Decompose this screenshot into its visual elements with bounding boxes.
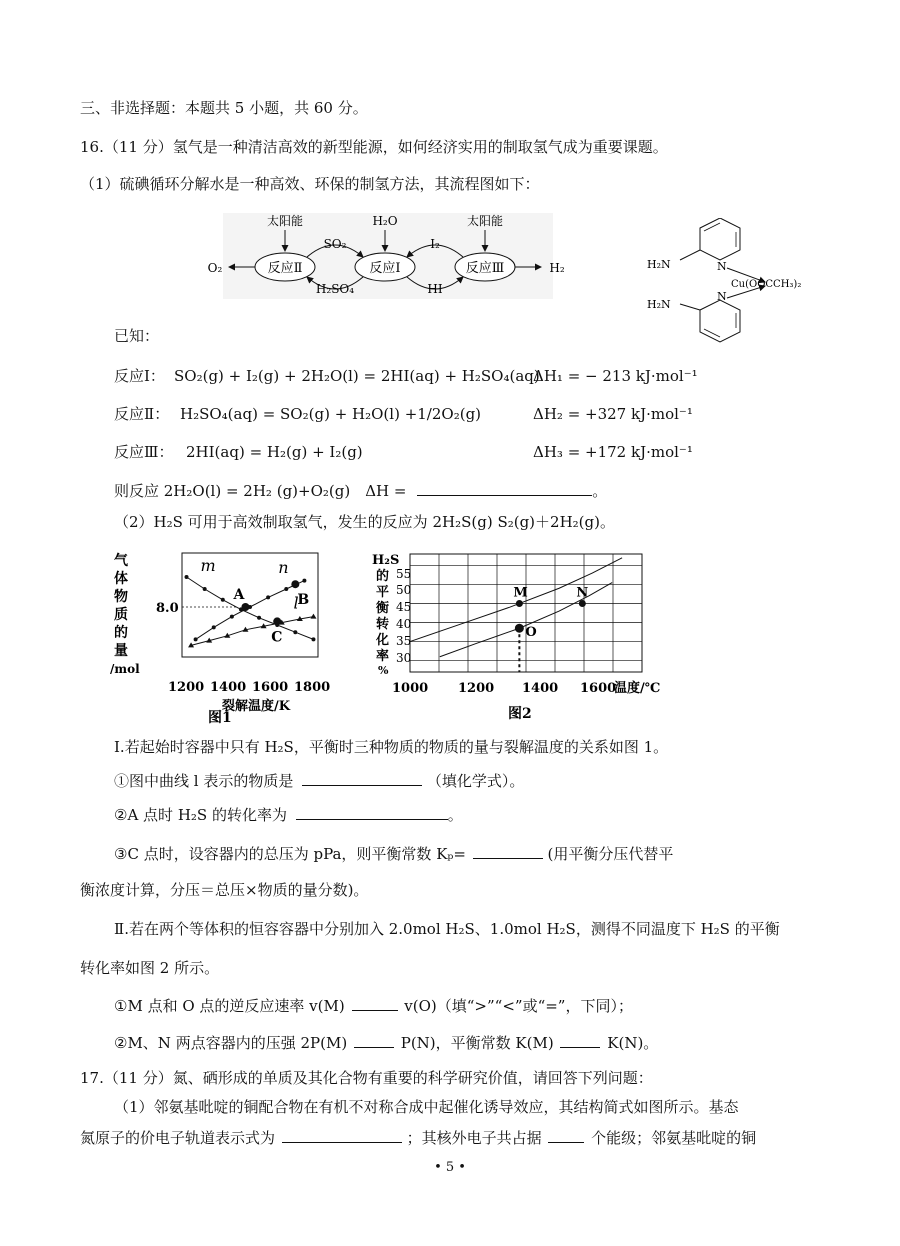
fig1-point-m: [203, 587, 207, 591]
reaction-3-equation: 2HI(aq) = H₂(g) + I₂(g): [186, 443, 363, 461]
h2so4-label: H₂SO₄: [315, 282, 355, 296]
ring-n-top: N: [717, 260, 727, 273]
part-2-intro: Ⅱ.若在两个等体积的恒容容器中分别加入 2.0mol H₂S、1.0mol H₂S，测得不同温度下 H₂S 的平衡: [114, 920, 780, 938]
fig1-xlabel: 裂解温度/K: [222, 699, 291, 714]
q-1c: [114, 843, 673, 864]
fig1-point-n: [302, 579, 306, 583]
q17-header: 17.（11 分）氮、硒形成的单质及其化合物有重要的科学研究价值，请回答下列问题：: [80, 1069, 653, 1087]
svg-text:化: 化: [376, 633, 390, 648]
fig1-point-n: [212, 625, 216, 629]
hydrogen-output: H₂: [549, 261, 565, 275]
q-2b-mid: P(N)，平衡常数 K(M): [400, 1034, 554, 1052]
fig1-point-m: [293, 630, 297, 634]
q-2b-text: ②M、N 两点容器内的压强 2P(M): [114, 1034, 348, 1052]
reaction-1-enthalpy: ΔH₁ = − 213 kJ·mol⁻¹: [533, 367, 698, 385]
fig2-ytick-55: 55: [396, 567, 412, 581]
q-1b-end: 。: [447, 806, 463, 824]
q-1c-hint: (用平衡分压代替平: [547, 845, 674, 863]
so2-label: SO₂: [323, 237, 347, 251]
q-1a-text: ①图中曲线 l 表示的物质是: [114, 772, 294, 790]
q16-part1-intro: （1）硫碘循环分解水是一种高效、环保的制氢方法，其流程图如下：: [80, 175, 540, 193]
reaction-3-enthalpy: ΔH₃ = +172 kJ·mol⁻¹: [533, 443, 693, 461]
q17-part1-line1: （1）邻氨基吡啶的铜配合物在有机不对称合成中起催化诱导效应，其结构简式如图所示。基态: [114, 1098, 739, 1116]
solar-energy-left: 太阳能: [266, 214, 304, 228]
svg-text:气: 气: [114, 553, 128, 569]
fig2-xlabel: 温度/℃: [614, 681, 661, 696]
q17-line2-c: 个能级；邻氨基吡啶的铜: [591, 1129, 757, 1147]
fig1-title: 图1: [208, 710, 232, 725]
fig1-point-m: [221, 598, 225, 602]
fig1-ylabel-vertical: [110, 552, 140, 676]
answer-blank-2b-pressure[interactable]: [354, 1032, 394, 1048]
fig2-ytick-45: 45: [396, 600, 412, 614]
overall-reaction-text: 则反应 2H₂O(l) = 2H₂ (g)+O₂(g) ΔH =: [114, 482, 407, 500]
fig1-point-m: [185, 575, 189, 579]
svg-text:质: 质: [114, 607, 128, 623]
fig2-ytick-40: 40: [396, 617, 412, 631]
overall-end: 。: [592, 482, 608, 500]
fig2-ytick-30: 30: [396, 651, 412, 665]
q17-line2-a: 氮原子的价电子轨道表示式为: [80, 1129, 276, 1147]
fig2-marker-label-N: N: [576, 585, 589, 601]
overall-reaction: [114, 480, 607, 501]
fig1-xtick-1200: 1200: [168, 680, 205, 695]
answer-blank-1a[interactable]: [302, 770, 422, 786]
amino-bottom: H₂N: [647, 298, 671, 311]
fig1-xtick-1600: 1600: [252, 680, 289, 695]
fig1-point-m: [257, 616, 261, 620]
fig1-point-m: [311, 637, 315, 641]
figure-2-chart: [370, 550, 675, 725]
svg-text:H₂S: H₂S: [372, 553, 400, 568]
fig1-series-label-n: n: [278, 558, 289, 577]
svg-text:转: 转: [376, 617, 390, 632]
amino-top: H₂N: [647, 258, 671, 271]
hi-label: HI: [427, 282, 443, 296]
q16-header: 16.（11 分）氢气是一种清洁高效的新型能源，如何经济实用的制取氢气成为重要课题。: [80, 138, 668, 156]
svg-text:/mol: /mol: [110, 662, 140, 676]
part-2-intro-continued: 转化率如图 2 所示。: [80, 959, 220, 977]
fig2-xtick-1400: 1400: [522, 681, 559, 696]
fig1-point-n: [266, 595, 270, 599]
svg-text:的: 的: [114, 625, 128, 641]
svg-text:平: 平: [376, 585, 390, 600]
fig2-marker-label-M: M: [513, 585, 528, 601]
fig1-series-label-m: m: [200, 556, 216, 575]
q-1a-hint: （填化学式）。: [426, 772, 525, 790]
copper-complex-structure: [645, 218, 815, 343]
fig2-title: 图2: [508, 706, 532, 722]
fig2-ytick-50: 50: [396, 583, 412, 597]
part-1-intro: Ⅰ.若起始时容器中只有 H₂S，平衡时三种物质的物质的量与裂解温度的关系如图 1。: [114, 738, 669, 756]
fig1-marker-label-C: C: [271, 629, 283, 646]
figure-1-chart: [110, 545, 335, 725]
fig1-marker-label-B: B: [297, 592, 310, 609]
i2-label: I₂: [430, 237, 440, 251]
water-input: H₂O: [372, 214, 398, 228]
reaction-2-label: 反应Ⅱ: [267, 261, 303, 276]
q-1c-text: ③C 点时，设容器内的总压为 pPa，则平衡常数 Kₚ=: [114, 845, 466, 863]
q-2a-hint: v(O)（填“>”“<”或“=”，下同）；: [404, 997, 633, 1015]
oxygen-output: O₂: [207, 261, 223, 275]
sulfur-iodine-flow-diagram: [195, 205, 575, 305]
svg-text:的: 的: [376, 569, 390, 584]
q17-line2-b: ；其核外电子共占据: [406, 1129, 542, 1147]
q-2a-text: ①M 点和 O 点的逆反应速率 v(M): [114, 997, 345, 1015]
section-heading: 三、非选择题：本题共 5 小题，共 60 分。: [80, 99, 368, 117]
fig2-xtick-1200: 1200: [458, 681, 495, 696]
reaction-3-label-text: 反应Ⅲ：: [114, 443, 174, 461]
q-1c-continued: 衡浓度计算，分压＝总压×物质的量分数)。: [80, 881, 369, 899]
fig2-marker-label-O: O: [525, 625, 537, 641]
reaction-1-label: 反应Ⅰ: [369, 261, 401, 276]
answer-blank-1b[interactable]: [296, 804, 448, 820]
fig2-xtick-1000: 1000: [392, 681, 429, 696]
reaction-2-enthalpy: ΔH₂ = +327 kJ·mol⁻¹: [533, 405, 693, 423]
svg-text:量: 量: [114, 643, 128, 659]
answer-blank-17-orbital[interactable]: [282, 1127, 402, 1143]
reaction-3-label: 反应Ⅲ: [465, 261, 505, 276]
fig1-series-label-l: l: [293, 593, 299, 613]
fig1-marker-A: [241, 603, 249, 611]
fig1-marker-C: [273, 617, 281, 625]
ring-n-bottom: N: [717, 290, 727, 303]
fig2-marker-M: [516, 600, 523, 607]
reaction-2-equation: H₂SO₄(aq) = SO₂(g) + H₂O(l) +1/2O₂(g): [180, 405, 482, 423]
fig1-marker-B: [291, 580, 299, 588]
q17-part1-line2: [80, 1127, 756, 1148]
q-1b: [114, 804, 463, 825]
fig1-point-n: [194, 637, 198, 641]
q-2b-end: K(N)。: [607, 1034, 659, 1052]
fig1-xtick-1800: 1800: [294, 680, 331, 695]
q16-part2-intro: （2）H₂S 可用于高效制取氢气，发生的反应为 2H₂S(g) S₂(g)＋2H₂(g)。: [114, 513, 615, 531]
svg-text:衡: 衡: [376, 601, 390, 616]
q-2b: [114, 1032, 658, 1053]
reaction-1-equation: SO₂(g) + I₂(g) + 2H₂O(l) = 2HI(aq) + H₂SO₄(aq): [174, 367, 540, 385]
page-number: • 5 •: [434, 1160, 466, 1175]
copper-acetate: Cu(OOCCH₃)₂: [731, 279, 802, 290]
answer-blank-2b-k[interactable]: [560, 1032, 600, 1048]
fig2-marker-O: [515, 624, 524, 633]
q-1a: [114, 770, 524, 791]
reaction-1-label-text: 反应Ⅰ：: [114, 367, 165, 385]
solar-energy-right: 太阳能: [466, 214, 504, 228]
answer-blank-2a[interactable]: [352, 995, 398, 1011]
fig2-xtick-1600: 1600: [580, 681, 617, 696]
fig1-yref-label: 8.0: [156, 601, 179, 616]
svg-text:物: 物: [114, 589, 128, 605]
answer-blank-17-levels[interactable]: [548, 1127, 584, 1143]
fig1-xtick-1400: 1400: [210, 680, 247, 695]
q-1b-text: ②A 点时 H₂S 的转化率为: [114, 806, 287, 824]
answer-blank-1c[interactable]: [473, 843, 543, 859]
svg-text:率: 率: [376, 649, 390, 664]
fig1-marker-label-A: A: [233, 587, 245, 603]
fig2-marker-N: [579, 600, 586, 607]
fig1-point-n: [284, 587, 288, 591]
known-label: 已知：: [114, 327, 160, 345]
fig1-point-n: [230, 615, 234, 619]
svg-text:%: %: [378, 664, 389, 677]
svg-text:体: 体: [114, 571, 128, 587]
reaction-2-label-text: 反应Ⅱ：: [114, 405, 170, 423]
q-2a: [114, 995, 633, 1016]
answer-blank-delta-h[interactable]: [417, 480, 592, 496]
fig2-ytick-35: 35: [396, 634, 412, 648]
